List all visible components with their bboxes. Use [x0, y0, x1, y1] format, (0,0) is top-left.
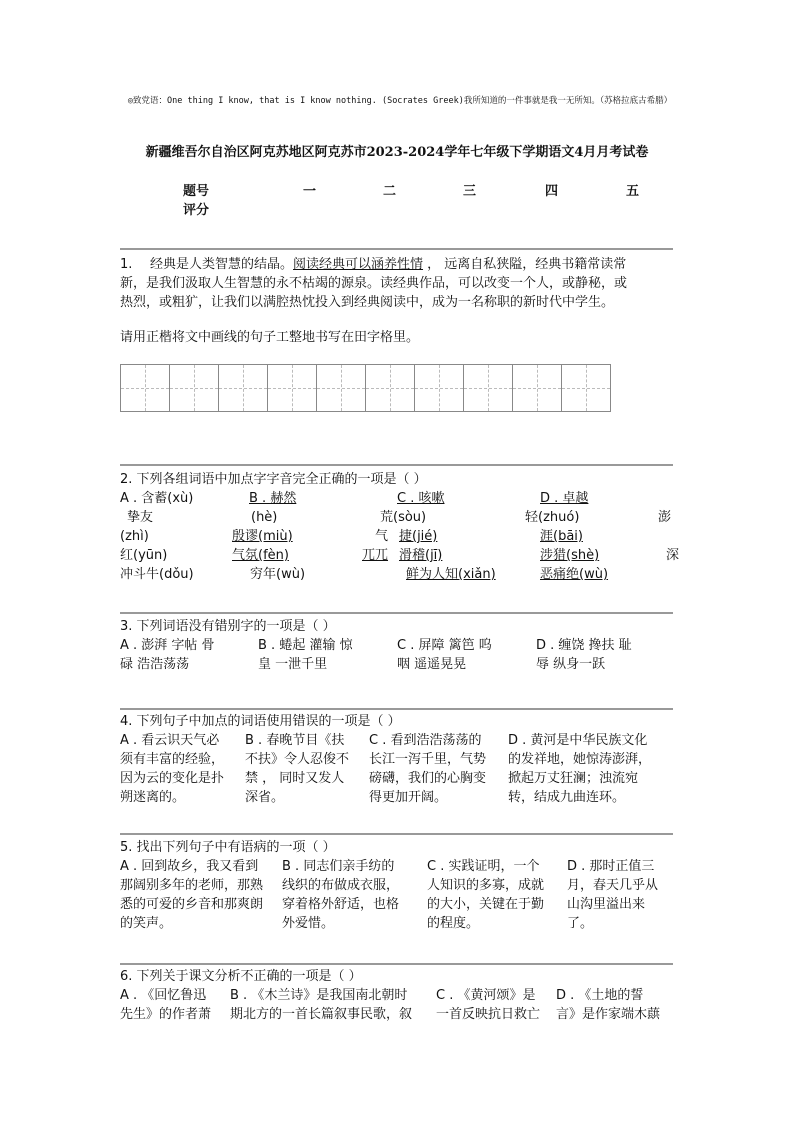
score-col: 二	[383, 184, 397, 199]
question-text: 新，是我们汲取人生智慧的永不枯竭的源泉。读经典作品，可以改变一个人，或静秘，或	[120, 276, 628, 291]
question-text: 热烈，或粗犷，让我们以满腔热忱投入到经典阅读中，成为一名称职的新时代中学生。	[120, 295, 615, 310]
option-text: 殷谬(miù)	[232, 529, 293, 544]
divider	[120, 963, 673, 965]
option-text: 涉猎(shè)	[540, 548, 600, 563]
divider	[120, 708, 673, 710]
grid-cell[interactable]	[415, 365, 464, 411]
page-title: 新疆维吾尔自治区阿克苏地区阿克苏市2023-2024学年七年级下学期语文4月月考试卷	[145, 145, 649, 160]
option-text: 挚友	[127, 510, 154, 525]
option-text: 荒(sòu)	[380, 510, 427, 525]
divider	[120, 464, 673, 466]
underlined-sentence: 阅读经典可以涵养性情	[293, 257, 424, 272]
option-d: D . 那时正值三 月，春天几乎从 山沟里溢出来 了。	[567, 859, 659, 931]
option-text: 气	[375, 529, 389, 544]
option-d: D . 卓越	[540, 491, 589, 506]
option-text: 深	[666, 548, 680, 563]
question-stem: 3. 下列词语没有错别字的一项是（ ）	[120, 619, 336, 634]
option-text: 滑稽(jī)	[399, 548, 443, 563]
divider	[120, 833, 673, 835]
option-text: 冲斗牛(dǒu)	[120, 567, 194, 582]
option-text: 穷年(wù)	[250, 567, 306, 582]
option-c: C . 看到浩浩荡荡的 长江一泻千里，气势 磅礴，我们的心胸变 得更加开阔。	[369, 733, 487, 805]
option-a: A . 含蓄(xù)	[120, 491, 194, 506]
option-text: 鲜为人知(xiǎn)	[406, 567, 496, 582]
option-b: B . 蜷起 灌输 惊 皇 一泄千里	[258, 638, 353, 672]
option-a: A . 澎湃 字帖 骨 碌 浩浩荡荡	[120, 638, 215, 672]
option-d: D . 缠饶 搀扶 耻 辱 纵身一跃	[536, 638, 632, 672]
grid-cell[interactable]	[366, 365, 415, 411]
option-a: A . 回到故乡，我又看到 那阔别多年的老师，那熟 悉的可爱的乡音和那爽朗 的笑声。	[120, 859, 264, 931]
option-b: B . 同志们亲手纺的 线织的布做成衣服， 穿着格外舒适，也格 外爱惜。	[282, 859, 400, 931]
divider	[120, 248, 673, 250]
grid-cell[interactable]	[219, 365, 268, 411]
option-c: C . 实践证明，一个 人知识的多寡，成就 的大小，关键在于勤 的程度。	[427, 859, 545, 931]
option-c: C . 屏障 篱笆 呜 咽 遥遥晃晃	[397, 638, 492, 672]
option-b: B . 赫然	[249, 491, 297, 506]
option-a: A . 《回忆鲁迅 先生》的作者萧	[120, 988, 212, 1022]
grid-cell[interactable]	[268, 365, 317, 411]
header-quote: ◎致党语：One thing I know, that is I know nothing. (Socrates Greek)我所知道的一件事就是我一无所知。（苏格拉底古希腊）	[127, 96, 673, 106]
option-d: D . 《土地的誓 言》是作家端木蕻	[556, 988, 661, 1022]
divider	[120, 612, 673, 614]
writing-grid[interactable]	[120, 364, 611, 412]
instruction: 请用正楷将文中画线的句子工整地书写在田字格里。	[120, 330, 420, 345]
option-text: 气氛(fèn)	[232, 548, 289, 563]
grid-cell[interactable]	[317, 365, 366, 411]
question-stem: 5. 找出下列句子中有语病的一项（ ）	[120, 840, 336, 855]
question-stem: 2. 下列各组词语中加点字字音完全正确的一项是（ ）	[120, 472, 427, 487]
option-text: 捷(jié)	[399, 529, 438, 544]
score-col: 四	[545, 184, 559, 199]
option-c: C . 咳嗽	[397, 491, 445, 506]
question-text	[150, 255, 626, 274]
score-row-label: 评分	[183, 203, 210, 218]
option-a: A . 看云识天气必 须有丰富的经验， 因为云的变化是扑 朔迷离的。	[120, 733, 225, 805]
text: 经典是人类智慧的结晶。	[150, 257, 294, 272]
question-stem: 4. 下列句子中加点的词语使用错误的一项是（ ）	[120, 714, 401, 729]
option-b: B . 《木兰诗》是我国南北朝时 期北方的一首长篇叙事民歌，叙	[230, 988, 413, 1022]
option-d: D . 黄河是中华民族文化 的发祥地，她惊涛澎湃， 掀起万丈狂澜；浊流宛 转，结成九曲连环。	[508, 733, 652, 805]
option-b: B . 春晚节目《扶 不扶》令人忍俊不 禁 ， 同时又发人 深省。	[245, 733, 350, 805]
grid-cell[interactable]	[170, 365, 219, 411]
grid-cell[interactable]	[464, 365, 513, 411]
option-text: (hè)	[251, 510, 278, 525]
grid-cell[interactable]	[121, 365, 170, 411]
text: ， 远离自私狭隘，经典书籍常读常	[423, 257, 627, 272]
grid-cell[interactable]	[562, 365, 610, 411]
option-text: 轻(zhuó)	[525, 510, 580, 525]
grid-cell[interactable]	[513, 365, 562, 411]
option-text: 涯(bāi)	[540, 529, 583, 544]
option-text: 红(yūn)	[120, 548, 168, 563]
option-text: (zhì)	[120, 529, 149, 544]
question-number: 1.	[120, 257, 133, 272]
score-col: 三	[463, 184, 477, 199]
question-stem: 6. 下列关于课文分析不正确的一项是（ ）	[120, 969, 362, 984]
option-text: 澎	[658, 510, 672, 525]
score-col: 五	[626, 184, 640, 199]
option-c: C . 《黄河颂》是 一首反映抗日救亡	[436, 988, 541, 1022]
score-col: 一	[303, 184, 317, 199]
option-text: 恶痛绝(wù)	[540, 567, 609, 582]
option-text: 兀兀	[362, 548, 389, 563]
score-row-label: 题号	[183, 184, 210, 199]
